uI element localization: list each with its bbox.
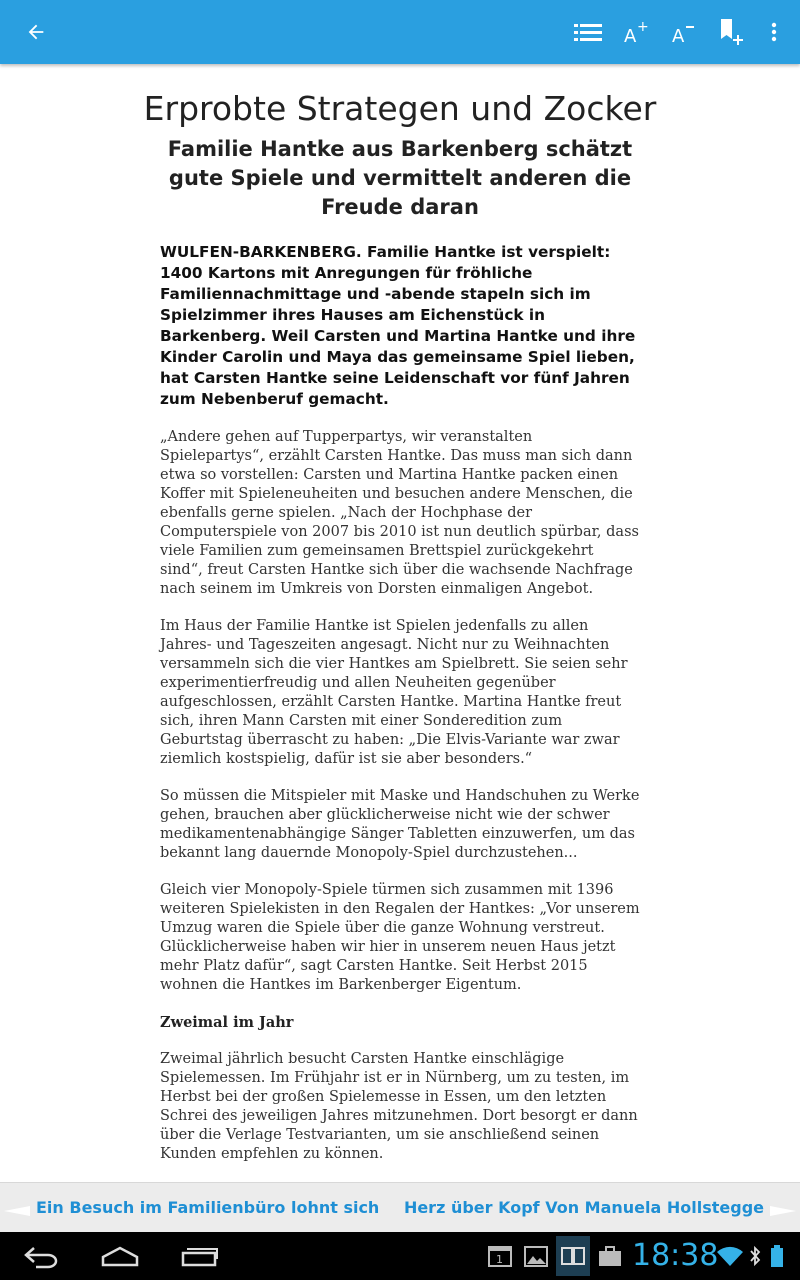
calendar-icon[interactable]	[486, 1232, 514, 1280]
back-icon[interactable]	[20, 1232, 64, 1280]
article-paragraph: Im Haus der Familie Hantke ist Spielen jedenfalls zu allen Jahres- und Tageszeiten angesagt. Nicht nur zu Weihnachten versammeln sich die vier Hantkes am Spielbrett. Sie seien sehr experimentierfreudig und allen Neuheiten gegenüber aufgeschlossen, erzählt Carsten Hantke. Martina Hantke freut sich, ihren Mann Carsten mit einer Sonderedition zum Geburtstag überrascht zu haben: „Die Elvis-Variante war zwar ziemlich kostspielig, dafür ist sie aber besonders.“	[160, 618, 628, 767]
svg-text:1: 1	[496, 1253, 503, 1266]
article-paragraph: Gleich vier Monopoly-Spiele türmen sich zusammen mit 1396 weiteren Spielekisten in den Regalen der Hantkes: „Vor unserem Umzug waren die Spiele über die ganze Wohnung verstreut. Glücklicherweise haben wir hier in unserem neuen Haus jetzt mehr Platz dafür“, sagt Carsten Hantke. Seit Herbst 2015 wohnen die Hantkes im Barkenberger Eigentum.	[160, 882, 640, 993]
clock: 18:38	[632, 1238, 719, 1273]
article-lead: WULFEN-BARKENBERG. Familie Hantke ist verspielt: 1400 Kartons mit Anregungen für fröhliche Familiennachmittage und -abende stapeln sich im Spielzimmer ihres Hauses am Eichenstück in Barkenberg. Weil Carsten und Martina Hantke und ihre Kinder Carolin und Maya das gemeinsame Spiel lieben, hat Carsten Hantke seine Leidenschaft vor fünf Jahren zum Nebenberuf gemacht.	[160, 243, 636, 408]
svg-text:A: A	[672, 26, 685, 47]
section-heading: Zweimal im Jahr	[160, 1014, 294, 1031]
triangle-left-icon	[4, 1201, 30, 1220]
article-paragraph: So müssen die Mitspieler mit Maske und Handschuhen zu Werke gehen, brauchen aber glücklicherweise nicht wie der schwer medikamentenabhängige Sänger Tabletten einzuwerfen, um das bekannt lang dauernde Monopoly-Spiel durchzustehen...	[160, 788, 640, 861]
more-vert-icon[interactable]	[758, 0, 790, 64]
back-arrow-icon[interactable]	[16, 0, 56, 64]
home-icon[interactable]	[98, 1232, 142, 1280]
battery-icon	[766, 1232, 788, 1280]
font-increase-button[interactable]	[616, 0, 656, 64]
article-subtitle: Familie Hantke aus Barkenberg schätzt gute Spiele und vermittelt anderen die Freude daran	[167, 137, 633, 219]
svg-text:A: A	[624, 26, 637, 47]
app-toolbar	[0, 0, 800, 64]
triangle-right-icon	[770, 1201, 796, 1220]
article-body	[143, 80, 657, 1180]
recents-icon[interactable]	[178, 1232, 222, 1280]
list-icon[interactable]	[568, 0, 608, 64]
article-paragraph: Zweimal jährlich besucht Carsten Hantke einschlägige Spielemessen. Im Frühjahr ist er in Nürnberg, um zu testen, im Herbst bei der großen Spielemesse in Essen, um den letzten Schrei des jeweiligen Jahres mitzunehmen. Dort besorgt er dann über die Verlage Testvarianten, um sie anschließend seinen Kunden empfehlen zu können.	[160, 1051, 638, 1162]
reader-icon[interactable]	[556, 1236, 590, 1276]
briefcase-icon[interactable]	[596, 1232, 624, 1280]
svg-text:+: +	[637, 19, 649, 35]
system-bar	[0, 1232, 800, 1280]
article-title: Erprobte Strategen und Zocker	[143, 89, 657, 128]
wifi-icon	[714, 1232, 746, 1280]
bookmark-add-icon[interactable]	[712, 0, 752, 64]
article-paragraph: „Andere gehen auf Tupperpartys, wir veranstalten Spielepartys“, erzählt Carsten Hantke. Das muss man sich dann etwa so vorstellen: Carsten und Martina Hantke packen einen Koffer mit Spieleneuheiten und besuchen andere Menschen, die ebenfalls gerne spielen. „Nach der Hochphase der Computerspiele von 2007 bis 2010 ist nun deutlich spürbar, dass viele Familien zum gemeinsamen Brettspiel zurückgekehrt sind“, freut Carsten Hantke sich über die wachsende Nachfrage nach seinem im Umkreis von Dorsten einmaligen Angebot.	[160, 429, 639, 597]
bluetooth-icon	[746, 1232, 764, 1280]
next-article-link[interactable]: Herz über Kopf Von Manuela Hollstegge	[403, 1198, 764, 1217]
gallery-icon[interactable]	[522, 1232, 550, 1280]
article-navigation	[0, 1182, 800, 1232]
previous-article-link[interactable]: Ein Besuch im Familienbüro lohnt sich	[36, 1198, 380, 1217]
font-decrease-button[interactable]	[664, 0, 704, 64]
